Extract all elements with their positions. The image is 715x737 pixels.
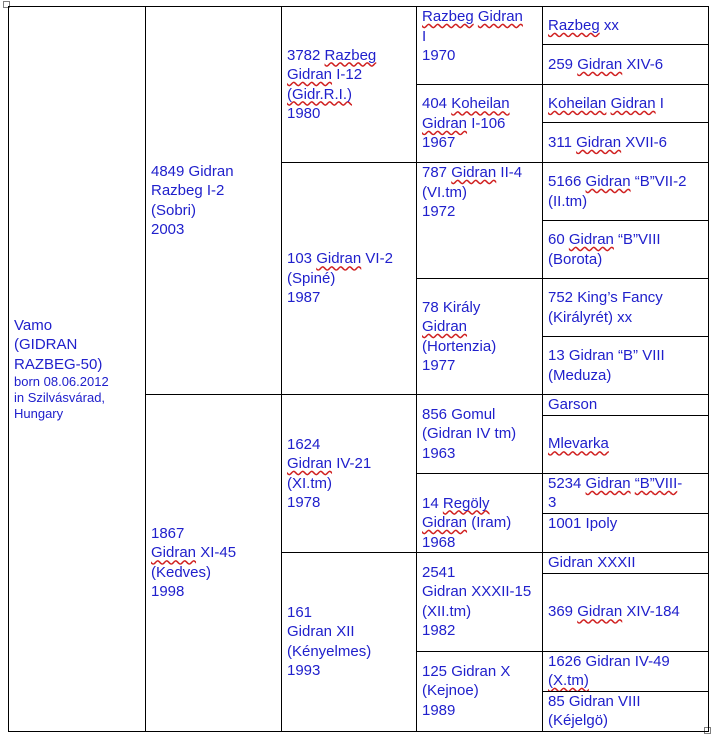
sdd-cell: 78 Király Gidran (Hortenzia) 1977 (417, 279, 543, 395)
ancestor-cell: 5234 Gidran “B”VIII- 3 (543, 473, 709, 514)
sire-cell: 4849 Gidran Razbeg I-2 (Sobri) 2003 (146, 7, 282, 395)
ancestor-cell: Koheilan Gidran I (543, 85, 709, 123)
dss-cell: 856 Gomul (Gidran IV tm) 1963 (417, 395, 543, 474)
ancestor-cell: 311 Gidran XVII-6 (543, 123, 709, 163)
ancestor-cell: 259 Gidran XIV-6 (543, 45, 709, 85)
pedigree-table (8, 6, 709, 732)
ancestor-cell: 13 Gidran “B” VIII (Meduza) (543, 337, 709, 395)
ancestor-cell: Garson (543, 395, 709, 416)
ancestor-cell: Razbeg xx (543, 7, 709, 45)
subject-country: Hungary (14, 406, 64, 421)
ancestor-cell: Mlevarka (543, 415, 709, 473)
subject-full-name: RAZBEG-50) (14, 355, 103, 373)
ancestor-cell: 5166 Gidran “B”VII-2 (II.tm) (543, 163, 709, 221)
dam-sire-cell: 1624 Gidran IV-21 (XI.tm) 1978 (282, 395, 417, 553)
sire-dam-cell: 103 Gidran VI-2 (Spiné) 1987 (282, 163, 417, 395)
subject-born: born 08.06.2012 (14, 374, 109, 389)
subject-full-name: (GIDRAN (14, 336, 78, 353)
ssd-cell: 404 Koheilan Gidran I-106 1967 (417, 85, 543, 163)
ddd-cell: 125 Gidran X (Kejnoe) 1989 (417, 651, 543, 731)
dsd-cell: 14 Regöly Gidran (Iram) 1968 (417, 473, 543, 553)
ancestor-cell: 369 Gidran XIV-184 (543, 573, 709, 651)
subject-cell (9, 7, 146, 732)
ancestor-cell: 752 King’s Fancy (Királyrét) xx (543, 279, 709, 337)
ancestor-cell: 60 Gidran “B”VIII (Borota) (543, 221, 709, 279)
subject-place: in Szilvásvárad, (14, 390, 106, 405)
dam-dam-cell: 161 Gidran XII (Kényelmes) 1993 (282, 553, 417, 732)
dds-cell: 2541 Gidran XXXII-15 (XII.tm) 1982 (417, 553, 543, 652)
sire-sire-cell: 3782 Razbeg Gidran I-12 (Gidr.R.I.) 1980 (282, 7, 417, 163)
ancestor-cell: 1001 Ipoly (543, 514, 709, 553)
subject-name: Vamo (14, 316, 53, 334)
sds-cell: 787 Gidran II-4 (VI.tm) 1972 (417, 163, 543, 279)
ancestor-cell: 85 Gidran VIII (Kéjelgö) (543, 691, 709, 731)
dam-cell: 1867 Gidran XI-45 (Kedves) 1998 (146, 395, 282, 732)
ancestor-cell: 1626 Gidran IV-49 (X.tm) (543, 651, 709, 691)
ancestor-cell: Gidran XXXII (543, 553, 709, 574)
sss-cell: Razbeg Gidran I 1970 (417, 7, 543, 85)
